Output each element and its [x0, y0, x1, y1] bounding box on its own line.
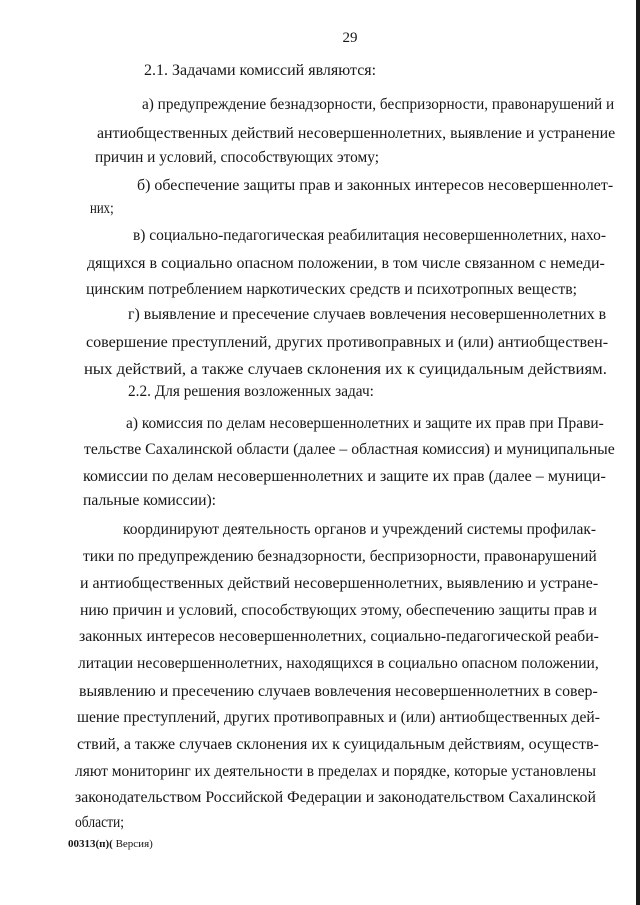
document-code: 00313(п)( — [68, 838, 113, 850]
text-line: б) обеспечение защиты прав и законных интересов несовершеннолет- — [137, 177, 614, 194]
text-line: 2.1. Задачами комиссий являются: — [144, 62, 377, 79]
text-line: выявлению и пресечению случаев вовлечения несовершеннолетних в совер- — [79, 683, 598, 700]
text-line: тельстве Сахалинской области (далее – областная комиссия) и муниципальные — [84, 441, 615, 458]
text-line: в) социально-педагогическая реабилитация несовершеннолетних, нахо- — [133, 227, 607, 244]
text-line: литации несовершеннолетних, находящихся в социально опасном положении, — [78, 655, 599, 672]
text-line: антиобщественных действий несовершеннолетних, выявление и устранение — [97, 125, 616, 142]
scan-edge — [636, 0, 640, 905]
text-line: комиссии по делам несовершеннолетних и защите их прав (далее – муници- — [83, 468, 606, 485]
text-line: законодательством Российской Федерации и законодательством Сахалинской — [75, 789, 596, 806]
text-line: координируют деятельность органов и учреждений системы профилак- — [123, 521, 597, 538]
text-line: законных интересов несовершеннолетних, социально-педагогической реаби- — [79, 628, 599, 645]
text-line: причин и условий, способствующих этому; — [95, 149, 380, 166]
text-line: г) выявление и пресечение случаев вовлечения несовершеннолетних в — [128, 306, 607, 323]
version-label: Версия) — [112, 838, 153, 850]
document-code-footer — [68, 838, 153, 850]
page-number: 29 — [342, 30, 358, 46]
text-line: них; — [90, 200, 114, 217]
text-line: нию причин и условий, способствующих этому, обеспечению защиты прав и — [80, 602, 597, 619]
text-line: тики по предупреждению безнадзорности, беспризорности, правонарушений — [83, 548, 597, 565]
text-line: ляют мониторинг их деятельности в пределах и порядке, которые установлены — [75, 763, 597, 780]
text-line: ных действий, а также случаев склонения их к суицидальным действиям. — [84, 361, 607, 378]
text-line: цинским потреблением наркотических средств и психотропных веществ; — [86, 281, 578, 298]
text-line: пальные комиссии): — [83, 492, 217, 509]
text-line: шение преступлений, других противоправных и (или) антиобщественных дей- — [77, 709, 600, 726]
text-line: и антиобщественных действий несовершеннолетних, выявлению и устране- — [80, 575, 599, 592]
text-line: дящихся в социально опасном положении, в том числе связанном с немеди- — [87, 255, 605, 272]
text-line: а) комиссия по делам несовершеннолетних и защите их прав при Прави- — [126, 415, 604, 432]
text-line: 2.2. Для решения возложенных задач: — [128, 383, 374, 400]
text-line: совершение преступлений, других противоправных и (или) антиобществен- — [86, 334, 609, 351]
text-line: области; — [75, 814, 125, 831]
text-line: ствий, а также случаев склонения их к суицидальным действиям, осуществ- — [77, 736, 599, 753]
text-line: а) предупреждение безнадзорности, беспризорности, правонарушений и — [142, 96, 615, 113]
